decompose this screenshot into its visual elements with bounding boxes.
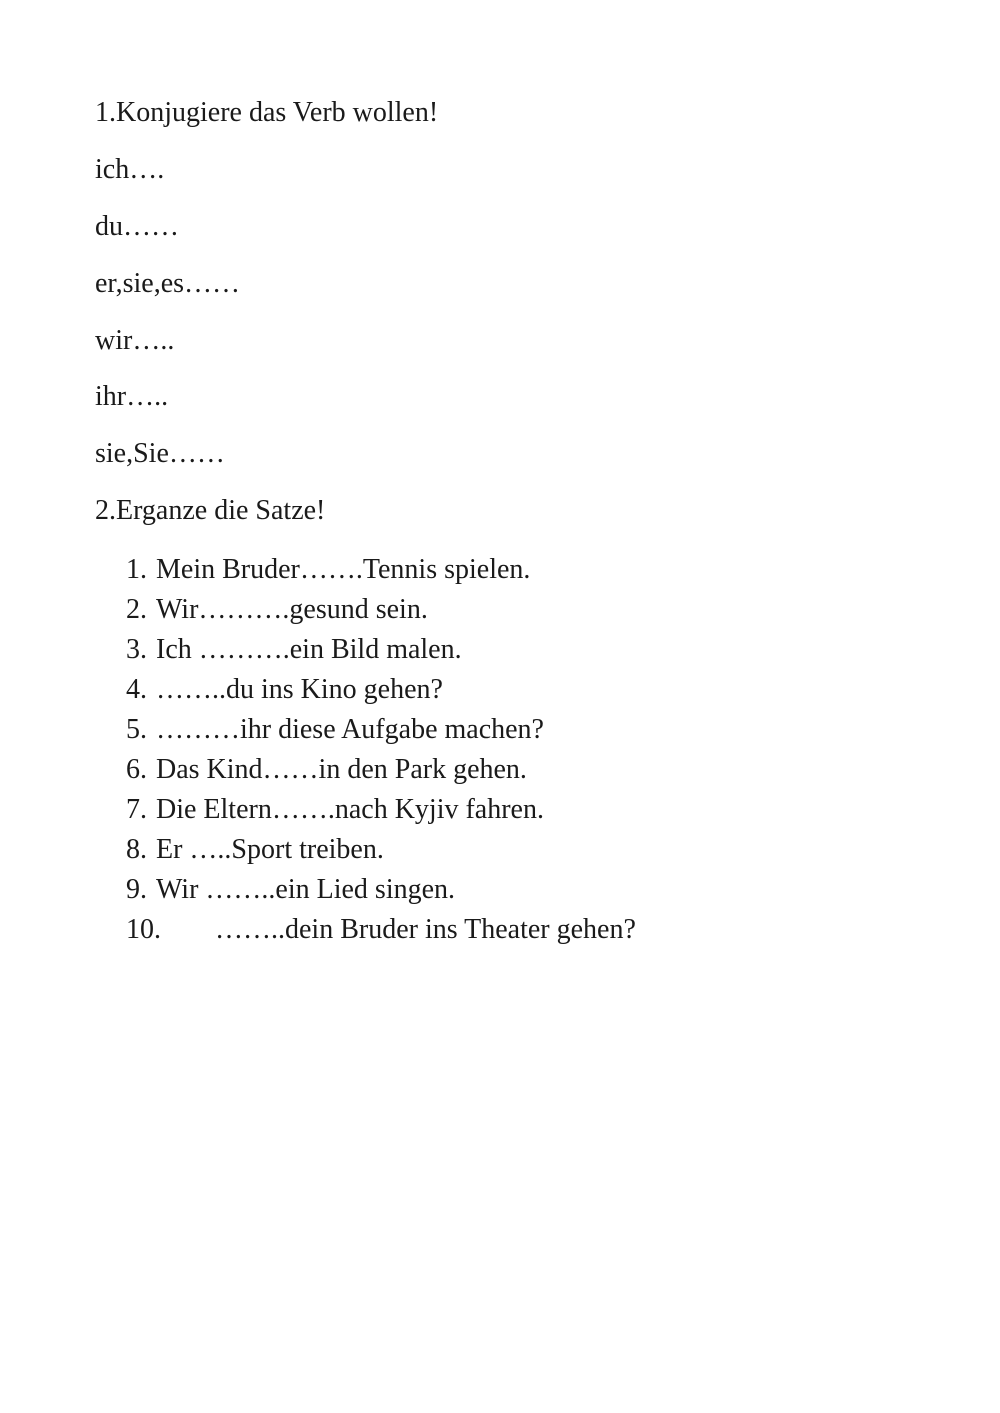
list-item (126, 910, 636, 950)
list-item (126, 870, 636, 910)
item-number: 3. (126, 634, 147, 665)
item-text: Ich ……….ein Bild malen. (156, 634, 462, 665)
task2-heading: 2.Erganze die Satze! (95, 495, 326, 526)
item-number: 4. (126, 674, 147, 705)
pronoun-line-ich: ich…. (95, 154, 165, 185)
sentence-list (126, 550, 636, 950)
list-item (126, 710, 636, 750)
pronoun-line-er-sie-es: er,sie,es…… (95, 268, 241, 299)
item-number: 8. (126, 834, 147, 865)
list-item (126, 630, 636, 670)
item-number: 7. (126, 794, 147, 825)
list-item (126, 790, 636, 830)
pronoun-line-wir: wir….. (95, 325, 175, 356)
item-number: 6. (126, 754, 147, 785)
pronoun-line-ihr: ihr….. (95, 381, 169, 412)
item-number: 10. (126, 914, 161, 945)
list-item (126, 590, 636, 630)
item-text: ……..du ins Kino gehen? (156, 674, 443, 705)
item-text: Das Kind……in den Park gehen. (156, 754, 527, 785)
pronoun-line-sie-Sie: sie,Sie…… (95, 438, 225, 469)
item-text: Er …..Sport treiben. (156, 834, 384, 865)
item-number: 1. (126, 554, 147, 585)
item-number: 2. (126, 594, 147, 625)
list-item (126, 830, 636, 870)
item-text: Wir ……..ein Lied singen. (156, 874, 456, 905)
pronoun-line-du: du…… (95, 211, 179, 242)
item-number: 5. (126, 714, 147, 745)
list-item (126, 750, 636, 790)
item-text: ………ihr diese Aufgabe machen? (156, 714, 544, 745)
item-text: Mein Bruder…….Tennis spielen. (156, 554, 531, 585)
list-item (126, 550, 636, 590)
item-text: ……..dein Bruder ins Theater gehen? (215, 914, 636, 945)
list-item (126, 670, 636, 710)
item-text: Wir……….gesund sein. (156, 594, 428, 625)
item-number: 9. (126, 874, 147, 905)
task1-heading: 1.Konjugiere das Verb wollen! (95, 97, 439, 128)
item-text: Die Eltern…….nach Kyjiv fahren. (156, 794, 544, 825)
